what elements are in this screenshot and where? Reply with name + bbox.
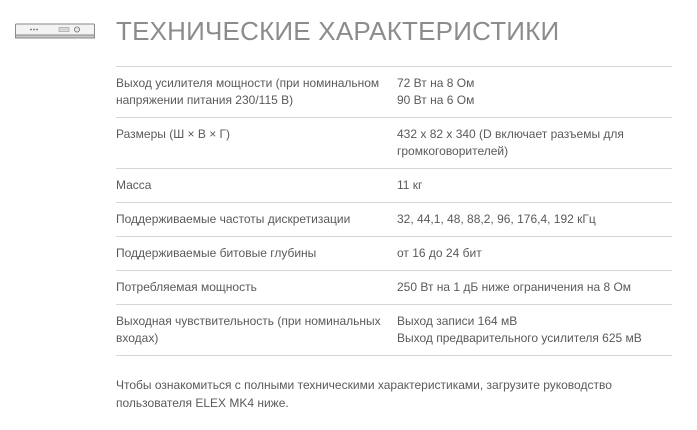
- spec-label: Потребляемая мощность: [116, 280, 257, 294]
- spec-row-output-sensitivity: [116, 305, 672, 356]
- spec-label: Выход усилителя мощности (при номинальном напряжении питания 230/115 В): [116, 76, 380, 107]
- spec-value: [397, 313, 672, 347]
- spec-row-sample-rates: [116, 203, 672, 237]
- spec-label: Размеры (Ш × В × Г): [116, 127, 231, 141]
- spec-value: [397, 75, 672, 109]
- spec-value-line: 32, 44,1, 48, 88,2, 96, 176,4, 192 кГц: [397, 212, 596, 226]
- spec-value-line: Выход предварительного усилителя 625 мВ: [397, 331, 642, 345]
- page-title: ТЕХНИЧЕСКИЕ ХАРАКТЕРИСТИКИ: [116, 16, 560, 46]
- spec-row-power-consumption: [116, 271, 672, 305]
- download-manual-note: Чтобы ознакомиться с полными техническими характеристиками, загрузите руководство пользователя ELEX MK4 ниже.: [116, 378, 612, 410]
- spec-value-line: 72 Вт на 8 Ом: [397, 76, 475, 90]
- spec-value: [397, 177, 672, 194]
- spec-table: [116, 66, 672, 356]
- spec-row-bit-depths: [116, 237, 672, 271]
- spec-label: Масса: [116, 178, 152, 192]
- spec-value: [397, 211, 672, 228]
- spec-row-weight: [116, 169, 672, 203]
- spec-value-line: 432 x 82 x 340 (D включает разъемы для громкоговорителей): [397, 127, 624, 158]
- spec-value-line: 90 Вт на 6 Ом: [397, 93, 475, 107]
- spec-value: [397, 279, 672, 296]
- spec-value: [397, 245, 672, 262]
- spec-value-line: от 16 до 24 бит: [397, 246, 482, 260]
- spec-label: Поддерживаемые битовые глубины: [116, 246, 317, 260]
- spec-value-line: Выход записи 164 мВ: [397, 314, 518, 328]
- spec-row-power-output: [116, 67, 672, 118]
- spec-row-dimensions: [116, 118, 672, 169]
- spec-value-line: 11 кг: [397, 178, 423, 192]
- spec-label: Поддерживаемые частоты дискретизации: [116, 212, 351, 226]
- spec-label: Выходная чувствительность (при номинальных входах): [116, 314, 381, 345]
- amplifier-device-icon: [15, 23, 95, 39]
- spec-value-line: 250 Вт на 1 дБ ниже ограничения на 8 Ом: [397, 280, 632, 294]
- spec-value: [397, 126, 672, 160]
